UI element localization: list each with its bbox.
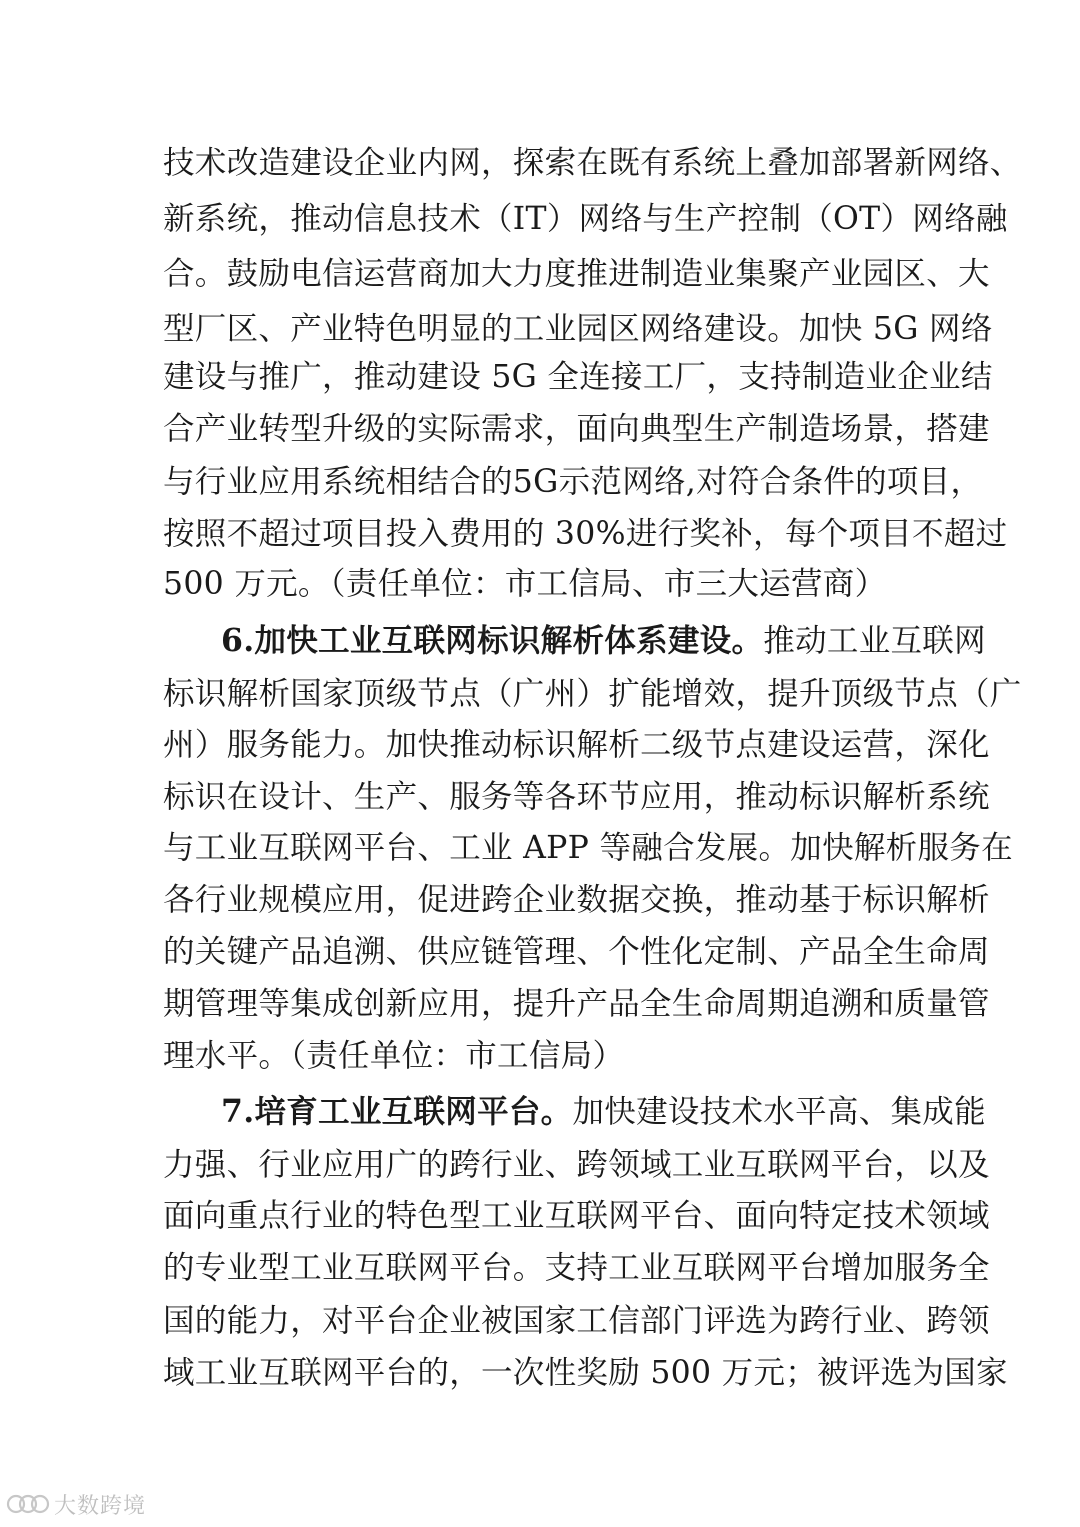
section-7-first-line	[221, 1092, 986, 1132]
paragraph-line: 国的能力，对平台企业被国家工信部门评选为跨行业、跨领	[163, 1303, 990, 1339]
paragraph-line: 合。鼓励电信运营商加大力度推进制造业集聚产业园区、大	[163, 256, 990, 292]
paragraph-line: 与工业互联网平台、工业 APP 等融合发展。加快解析服务在	[163, 830, 1013, 866]
section-6-first-line-text: 推动工业互联网	[763, 623, 986, 659]
paragraph-line: 型厂区、产业特色明显的工业园区网络建设。加快 5G 网络	[163, 311, 993, 347]
paragraph-line: 500 万元。（责任单位：市工信局、市三大运营商）	[163, 566, 887, 602]
paragraph-line: 标识在设计、生产、服务等各环节应用，推动标识解析系统	[163, 779, 990, 815]
paragraph-line: 力强、行业应用广的跨行业、跨领域工业互联网平台，以及	[163, 1147, 990, 1183]
section-7-heading: 7.培育工业互联网平台。	[221, 1093, 573, 1130]
paragraph-line: 与行业应用系统相结合的5G示范网络,对符合条件的项目，	[163, 464, 983, 500]
paragraph-line: 期管理等集成创新应用，提升产品全生命周期追溯和质量管	[163, 986, 990, 1022]
paragraph-line: 面向重点行业的特色型工业互联网平台、面向特定技术领域	[163, 1198, 990, 1234]
paragraph-line: 域工业互联网平台的，一次性奖励 500 万元；被评选为国家	[163, 1355, 1008, 1391]
paragraph-line: 的关键产品追溯、供应链管理、个性化定制、产品全生命周	[163, 934, 990, 970]
section-6-first-line	[221, 621, 986, 661]
paragraph-line: 合产业转型升级的实际需求，面向典型生产制造场景，搭建	[163, 411, 990, 447]
paragraph-line: 技术改造建设企业内网，探索在既有系统上叠加部署新网络、	[163, 145, 1022, 181]
watermark	[6, 1488, 146, 1520]
paragraph-line: 的专业型工业互联网平台。支持工业互联网平台增加服务全	[163, 1250, 990, 1286]
section-6-heading: 6.加快工业互联网标识解析体系建设。	[221, 622, 764, 659]
watermark-text: 大数跨境	[54, 1493, 147, 1519]
paragraph-line: 理水平。（责任单位：市工信局）	[163, 1038, 625, 1074]
brand-logo-icon	[6, 1489, 50, 1519]
paragraph-line: 新系统，推动信息技术（IT）网络与生产控制（OT）网络融	[163, 201, 1008, 237]
paragraph-line: 各行业规模应用，促进跨企业数据交换，推动基于标识解析	[163, 882, 990, 918]
section-7-first-line-text: 加快建设技术水平高、集成能	[572, 1094, 986, 1130]
paragraph-line: 按照不超过项目投入费用的 30%进行奖补，每个项目不超过	[163, 516, 1008, 552]
paragraph-line: 标识解析国家顶级节点（广州）扩能增效，提升顶级节点（广	[163, 676, 1022, 712]
paragraph-line: 州）服务能力。加快推动标识解析二级节点建设运营，深化	[163, 727, 990, 763]
paragraph-line: 建设与推广，推动建设 5G 全连接工厂，支持制造业企业结	[163, 359, 993, 395]
